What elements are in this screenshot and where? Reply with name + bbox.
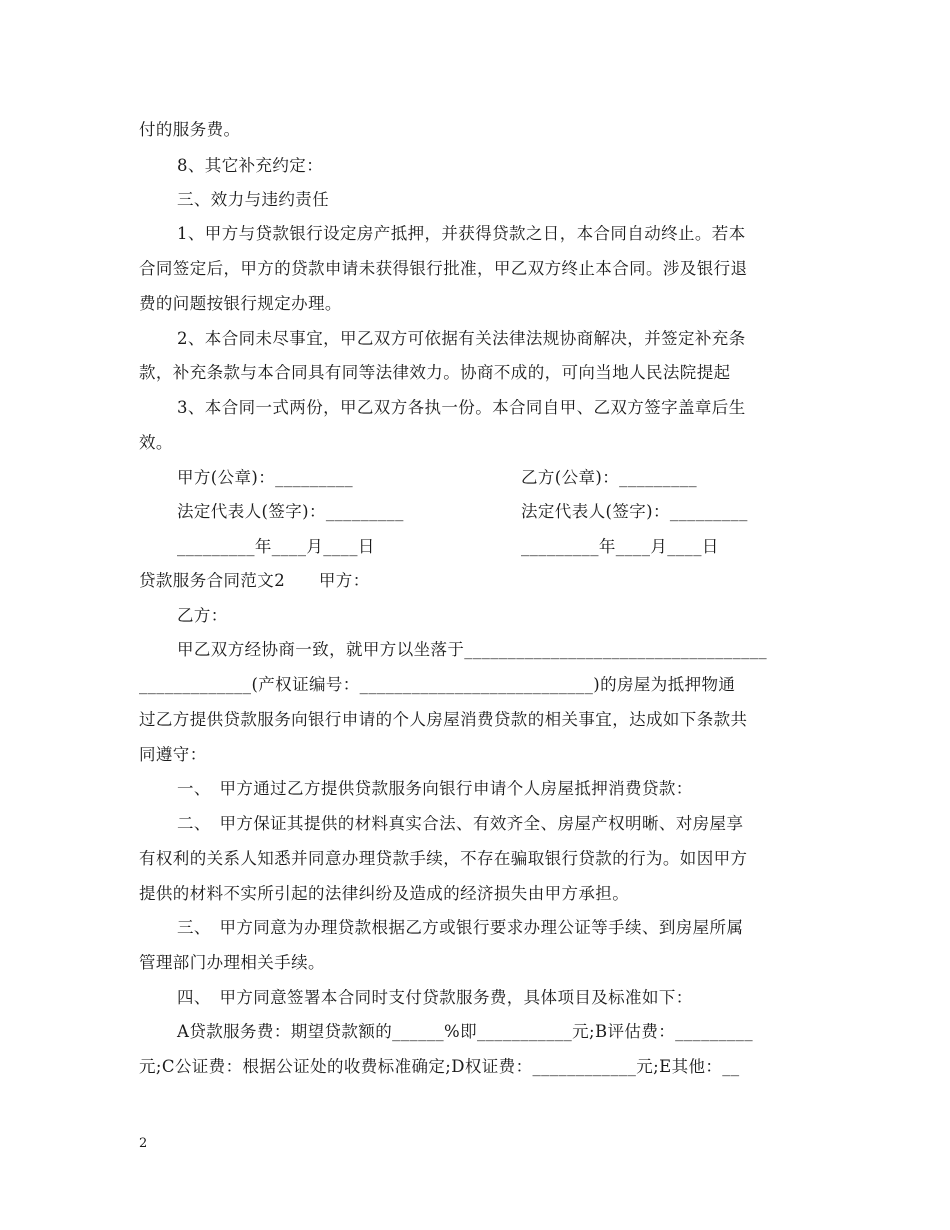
text-line: 同遵守： — [139, 745, 207, 764]
text-line: 3、本合同一式两份，甲乙双方各执一份。本合同自甲、乙双方签字盖章后生 — [177, 398, 746, 417]
party-a-date-field: _________年____月____日 — [177, 537, 375, 556]
text-line: 合同签定后，甲方的贷款申请未获得银行批准，甲乙双方终止本合同。涉及银行退 — [139, 259, 748, 278]
text-line: 效。 — [139, 433, 173, 452]
text-line: 2、本合同未尽事宜，甲乙双方可依据有关法律法规协商解决，并签定补充条 — [177, 329, 746, 348]
party-b-date-field: _________年____月____日 — [521, 537, 719, 556]
fee-line: A贷款服务费：期望贷款额的______%即___________元;B评估费：_________ — [177, 1022, 753, 1041]
text-line: 付的服务费。 — [139, 120, 241, 139]
clause-line: 一、 甲方通过乙方提供贷款服务向银行申请个人房屋抵押消费贷款： — [177, 779, 693, 798]
fee-line: 元;C公证费：根据公证处的收费标准确定;D权证费：____________元;E其他：__ — [139, 1057, 740, 1076]
text-line: 乙方： — [177, 606, 228, 625]
contract-title: 贷款服务合同范文2 甲方： — [139, 571, 370, 590]
text-line: 8、其它补充约定： — [177, 156, 324, 175]
text-line: 款，补充条款与本合同具有同等法律效力。协商不成的，可向当地人民法院提起 — [139, 363, 731, 382]
text-line: 甲乙双方经协商一致，就甲方以坐落于___________________________________ — [177, 640, 768, 659]
text-line: 费的问题按银行规定办理。 — [139, 294, 342, 313]
clause-line: 二、 甲方保证其提供的材料真实合法、有效齐全、房屋产权明晰、对房屋享 — [177, 814, 744, 833]
party-a-seal-field: 甲方(公章)：_________ — [177, 468, 354, 487]
text-line: 管理部门办理相关手续。 — [139, 953, 325, 972]
page-number: 2 — [139, 1136, 148, 1151]
section-heading: 三、效力与违约责任 — [177, 190, 330, 209]
clause-line: 三、 甲方同意为办理贷款根据乙方或银行要求办理公证等手续、到房屋所属 — [177, 918, 744, 937]
text-line: 1、甲方与贷款银行设定房产抵押，并获得贷款之日，本合同自动终止。若本 — [177, 224, 746, 243]
text-line: _____________(产权证编号：___________________________)的房屋为抵押物通 — [139, 675, 736, 694]
text-line: 提供的材料不实所引起的法律纠纷及造成的经济损失由甲方承担。 — [139, 884, 630, 903]
party-a-representative-field: 法定代表人(签字)：_________ — [177, 502, 404, 521]
party-b-seal-field: 乙方(公章)：_________ — [521, 468, 698, 487]
text-line: 有权利的关系人知悉并同意办理贷款手续，不存在骗取银行贷款的行为。如因甲方 — [139, 849, 748, 868]
text-line: 过乙方提供贷款服务向银行申请的个人房屋消费贷款的相关事宜，达成如下条款共 — [139, 710, 748, 729]
clause-line: 四、 甲方同意签署本合同时支付贷款服务费，具体项目及标准如下： — [177, 988, 693, 1007]
party-b-representative-field: 法定代表人(签字)：_________ — [521, 502, 748, 521]
